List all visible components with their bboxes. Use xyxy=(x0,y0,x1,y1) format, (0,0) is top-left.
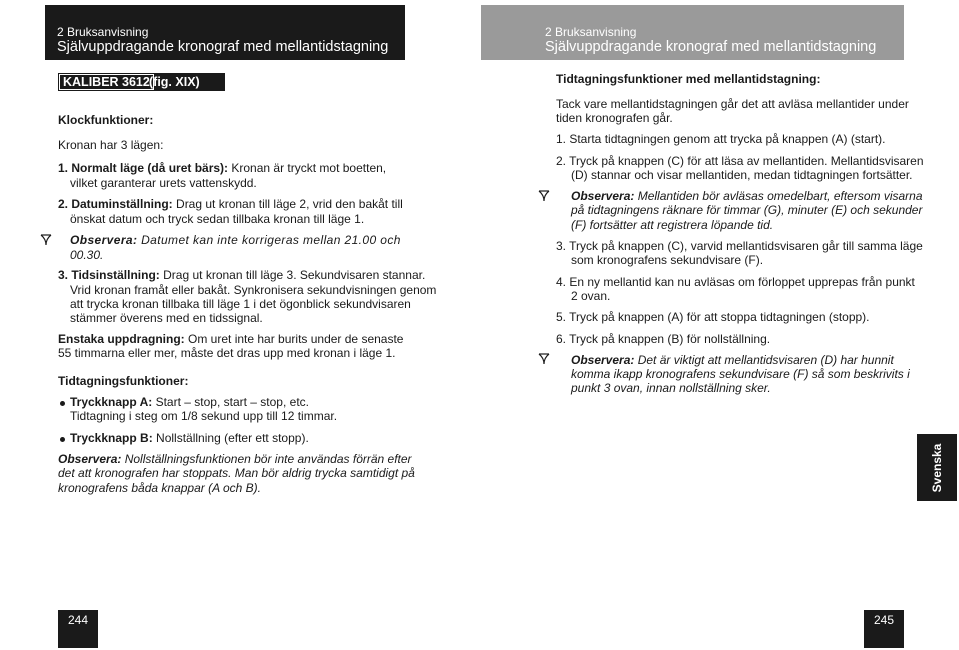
page-number-left: 244 xyxy=(58,610,98,648)
page-number-right: 245 xyxy=(864,610,904,648)
bullet-dot xyxy=(60,437,65,442)
chapter-title: Självuppdragande kronograf med mellantidstagning xyxy=(57,39,389,55)
warning-icon xyxy=(538,353,550,365)
item-2-line-1: 2. Datuminställning: Drag ut kronan till läge 2, vrid den bakåt till xyxy=(58,197,403,211)
item-1-line-2: vilket garanterar urets vattenskydd. xyxy=(70,176,257,190)
bullet-dot xyxy=(60,401,65,406)
note-4-line-3: punkt 3 ovan, innan nollställning sker. xyxy=(571,381,771,395)
figure-reference: (fig. XIX) xyxy=(149,75,200,89)
enstaka-line-2: 55 timmarna eller mer, måste det dras upp med kronan i läge 1. xyxy=(58,346,396,360)
item-3-line-1: 3. Tidsinställning: Drag ut kronan till läge 3. Sekundvisaren stannar. xyxy=(58,268,426,282)
item-3-line-3: att trycka kronan tillbaka till läge 1 i det ögonblick sekundvisaren xyxy=(70,297,411,311)
intro-line-2: tiden kronografen går. xyxy=(556,111,673,125)
step-3-line-2: som kronografens sekundvisare (F). xyxy=(571,253,764,267)
language-tab xyxy=(917,434,957,501)
chapter-title: Självuppdragande kronograf med mellantidstagning xyxy=(545,39,877,55)
kaliber-label xyxy=(58,73,225,91)
section-heading-tidtagning: Tidtagningsfunktioner: xyxy=(58,374,189,388)
note-2-line-1: Observera: Nollställningsfunktionen bör inte användas förrän efter xyxy=(58,452,412,466)
section-heading-mellantid: Tidtagningsfunktioner med mellantidstagning: xyxy=(556,72,821,86)
bullet-a-line-1: Tryckknapp A: Start – stop, start – stop, etc. xyxy=(70,395,309,409)
kaliber-box: KALIBER 3612 xyxy=(59,74,154,90)
step-6: 6. Tryck på knappen (B) för nollställning. xyxy=(556,332,771,346)
step-4-line-2: 2 ovan. xyxy=(571,289,611,303)
step-4-line-1: 4. En ny mellantid kan nu avläsas om förloppet upprepas från punkt xyxy=(556,275,915,289)
note-3-line-2: på tidtagningens räknare för timmar (G), minuter (E) och sekunder xyxy=(571,203,923,217)
note-2-line-3: kronografens båda knappar (A och B). xyxy=(58,481,262,495)
bullet-a-line-2: Tidtagning i steg om 1/8 sekund upp till 12 timmar. xyxy=(70,409,338,423)
crown-positions-intro: Kronan har 3 lägen: xyxy=(58,138,164,152)
note-4-line-1: Observera: Det är viktigt att mellantidsvisaren (D) har hunnit xyxy=(571,353,894,367)
note-1-line-1: Observera: Datumet kan inte korrigeras mellan 21.00 och xyxy=(70,233,401,247)
step-2-line-1: 2. Tryck på knappen (C) för att läsa av mellantiden. Mellantidsvisaren xyxy=(556,154,924,168)
note-3-line-1: Observera: Mellantiden bör avläsas omedelbart, eftersom visarna xyxy=(571,189,923,203)
step-2-line-2: (D) stannar och visar mellantiden, medan tidtagningen fortsätter. xyxy=(571,168,913,182)
item-1-line-1: 1. Normalt läge (då uret bärs): Kronan är tryckt mot boetten, xyxy=(58,161,387,175)
note-1-line-2: 00.30. xyxy=(70,248,104,262)
language-tab-label: Svenska xyxy=(930,443,944,492)
left-page-header xyxy=(45,5,405,60)
chapter-number: 2 Bruksanvisning xyxy=(57,25,149,39)
item-3-line-2: Vrid kronan framåt eller bakåt. Synkronisera sekundvisningen genom xyxy=(70,283,437,297)
right-page-header xyxy=(481,5,904,60)
step-5: 5. Tryck på knappen (A) för att stoppa tidtagningen (stopp). xyxy=(556,310,870,324)
chapter-number: 2 Bruksanvisning xyxy=(545,25,637,39)
bullet-b: Tryckknapp B: Nollställning (efter ett stopp). xyxy=(70,431,309,445)
enstaka-line-1: Enstaka uppdragning: Om uret inte har burits under de senaste xyxy=(58,332,404,346)
step-3-line-1: 3. Tryck på knappen (C), varvid mellantidsvisaren går till samma läge xyxy=(556,239,923,253)
warning-icon xyxy=(538,190,550,202)
note-4-line-2: komma ikapp kronografens sekundvisare (F) så som beskrivits i xyxy=(571,367,910,381)
warning-icon xyxy=(40,234,52,246)
item-3-line-4: stämmer överens med en tidssignal. xyxy=(70,311,263,325)
note-2-line-2: det att kronografen har stoppats. Man bör aldrig trycka samtidigt på xyxy=(58,466,415,480)
section-heading-klockfunktioner: Klockfunktioner: xyxy=(58,113,154,127)
step-1: 1. Starta tidtagningen genom att trycka på knappen (A) (start). xyxy=(556,132,886,146)
item-2-line-2: önskat datum och tryck sedan tillbaka kronan till läge 1. xyxy=(70,212,365,226)
intro-line-1: Tack vare mellantidstagningen går det att avläsa mellantider under xyxy=(556,97,909,111)
note-3-line-3: (F) fortsätter att registrera löpande tid. xyxy=(571,218,774,232)
